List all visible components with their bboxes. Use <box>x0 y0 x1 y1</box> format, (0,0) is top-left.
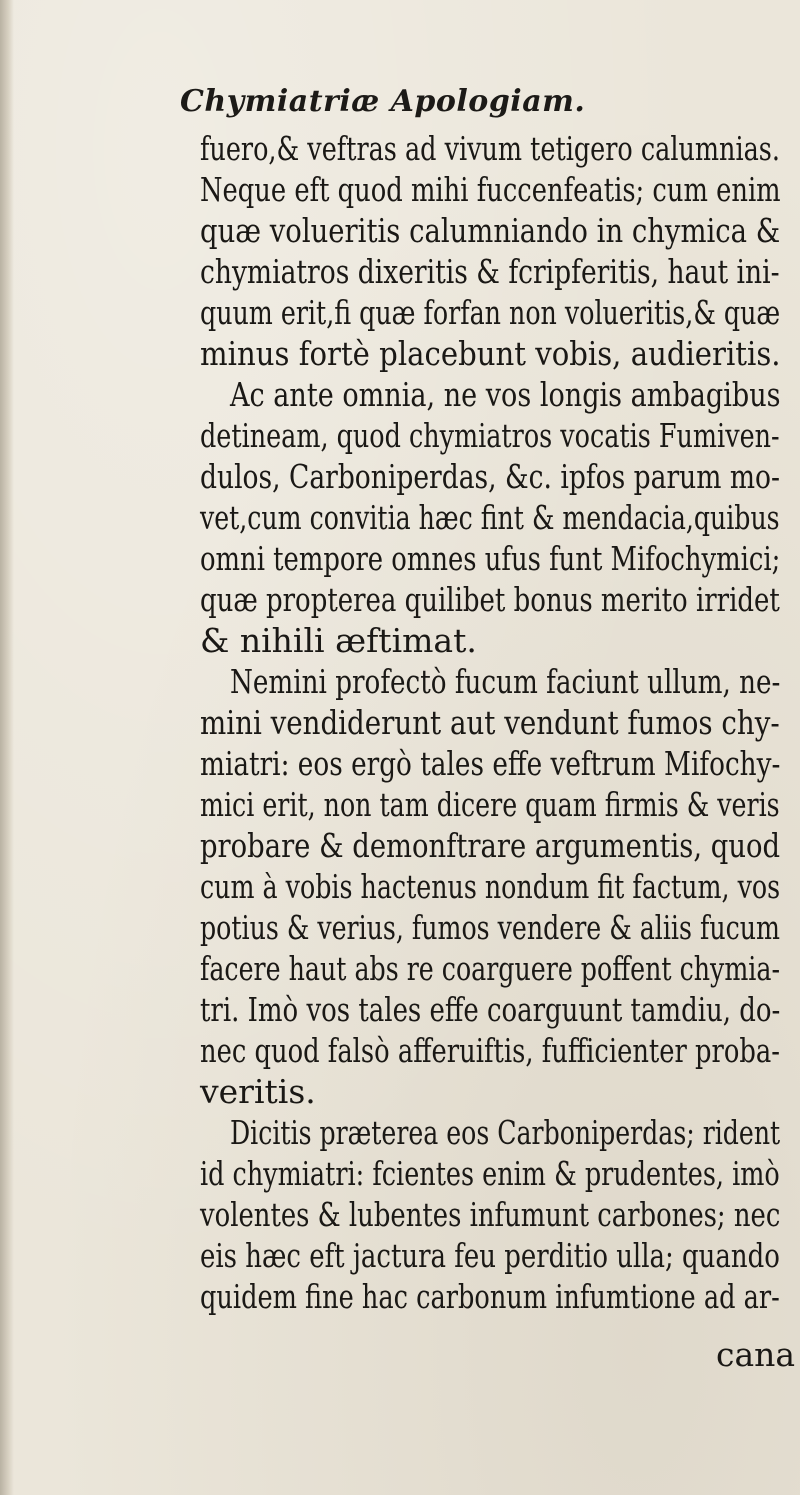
text-line: id chymiatri: fcientes enim & prudentes, imò <box>200 1154 780 1193</box>
text-line: detineam, quod chymiatros vocatis Fumiven- <box>200 416 780 455</box>
text-line: omni tempore omnes ufus funt Mifochymici; <box>200 539 781 578</box>
text-line: veritis. <box>200 1072 316 1111</box>
text-line: chymiatros dixeritis & fcripferitis, haut ini- <box>200 252 780 291</box>
text-line: miatri: eos ergò tales effe veftrum Mifochy- <box>200 744 781 783</box>
text-line: nec quod falsò afferuiftis, fufficienter proba- <box>200 1031 780 1070</box>
text-line: quæ volueritis calumniando in chymica & <box>200 211 781 250</box>
text-line: fuero,& veftras ad vivum tetigero calumnias. <box>200 129 780 168</box>
text-line: Neque eft quod mihi fuccenfeatis; cum enim <box>200 170 781 209</box>
text-line: tri. Imò vos tales effe coarguunt tamdiu, do- <box>200 990 781 1029</box>
page-gutter-shadow <box>0 0 14 1495</box>
running-header: Chymiatriæ Apologiam. <box>180 84 586 119</box>
text-line: probare & demonftrare argumentis, quod <box>200 826 781 865</box>
text-line: potius & verius, fumos vendere & aliis fucum <box>200 908 780 947</box>
text-line: & nihili æftimat. <box>200 621 477 660</box>
text-line: eis hæc eft jactura feu perditio ulla; quando <box>200 1236 780 1275</box>
text-line: quum erit,fi quæ forfan non volueritis,& quæ <box>200 293 781 332</box>
text-line: Dicitis præterea eos Carboniperdas; rident <box>230 1113 781 1152</box>
text-line: volentes & lubentes infumunt carbones; nec <box>200 1195 781 1234</box>
text-line: Ac ante omnia, ne vos longis ambagibus <box>230 375 781 414</box>
text-line: mici erit, non tam dicere quam firmis & veris <box>200 785 780 824</box>
text-line: vet,cum convitia hæc fint & mendacia,quibus <box>200 498 780 537</box>
text-line: dulos, Carboniperdas, &c. ipfos parum mo- <box>200 457 780 496</box>
text-line: quidem fine hac carbonum infumtione ad ar- <box>200 1277 780 1316</box>
catchword: cana <box>716 1335 796 1374</box>
text-line: facere haut abs re coarguere poffent chymia- <box>200 949 780 988</box>
text-line: mini vendiderunt aut vendunt fumos chy- <box>200 703 780 742</box>
text-line: quæ propterea quilibet bonus merito irridet <box>200 580 780 619</box>
text-line: Nemini profectò fucum faciunt ullum, ne- <box>230 662 781 701</box>
text-line: minus fortè placebunt vobis, audieritis. <box>200 334 781 373</box>
text-line: cum à vobis hactenus nondum fit factum, vos <box>200 867 781 906</box>
